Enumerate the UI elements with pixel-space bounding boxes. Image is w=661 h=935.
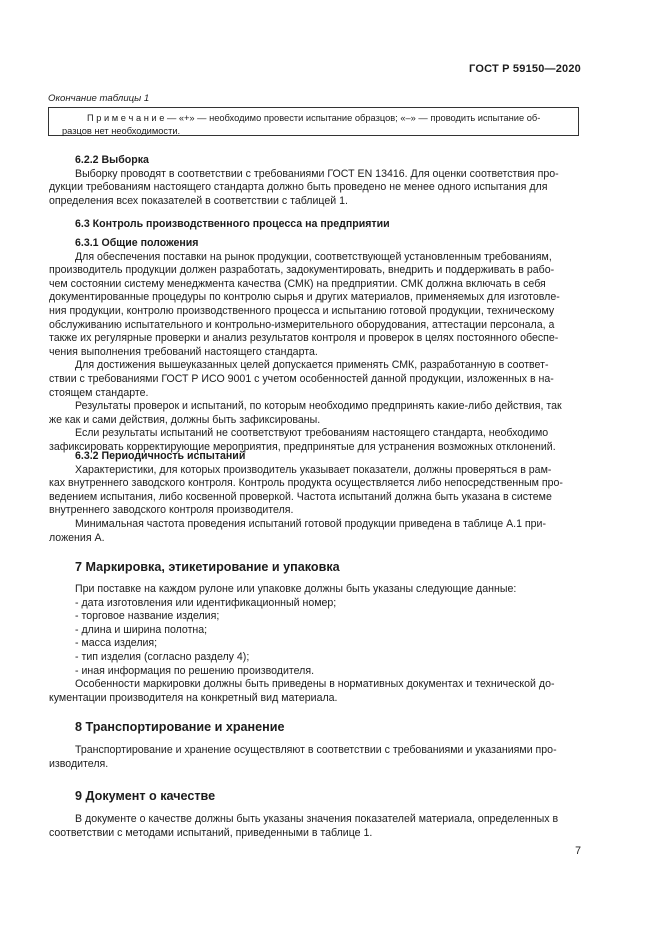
list-item: - длина и ширина полотна; [75, 623, 208, 636]
note-line-2: разцов нет необходимости. [62, 126, 181, 136]
section-9-body [49, 813, 580, 840]
section-6-3 [75, 218, 580, 232]
list-item: - тип изделия (согласно разделу 4); [75, 650, 250, 663]
heading-6-3: 6.3 Контроль производственного процесса на предприятии [75, 218, 390, 230]
heading-6-3-2: 6.3.2 Периодичность испытаний [75, 450, 246, 462]
list-item: - дата изготовления или идентификационный номер; [75, 596, 337, 609]
page-number: 7 [575, 845, 581, 857]
list-item: - иная информация по решению производителя. [75, 664, 315, 677]
table-end-label: Окончание таблицы 1 [48, 93, 150, 104]
list-item: - масса изделия; [75, 637, 158, 650]
section-9 [75, 788, 580, 804]
section-6-3-2 [49, 450, 580, 545]
list-item: - торговое название изделия; [75, 610, 220, 623]
section-7-body: При поставке на каждом рулоне или упаковке должны быть указаны следующие данные: - дата изготовления или идентификационный номер; - торговое название изделия; - длина и ширина полотна; - масса изделия; - тип изделия (согласно разделу 4); - иная информация по решению производителя. Особенности маркировки должны быть приведены в нормативных документах и технической до- кументации производителя на конкретный вид материала. [75, 583, 580, 705]
section-8-body [49, 744, 580, 771]
heading-7: 7 Маркировка, этикетирование и упаковка [75, 560, 340, 574]
table-note [48, 107, 579, 136]
heading-6-2-2: 6.2.2 Выборка [75, 154, 149, 166]
heading-8: 8 Транспортирование и хранение [75, 720, 285, 734]
paragraph: Выборку проводят в соответствии с требованиями ГОСТ EN 13416. Для оценки соответствия про- дукции требованиям настоящего стандарта должно быть проведено не менее одного испытания для определения всех показателей в соответствии с таблицей 1. [49, 167, 559, 207]
paragraph: Для обеспечения поставки на рынок продукции, соответствующей установленным требованиям, производитель продукции должен разработать, задокументировать, внедрить и поддерживать в рабо- чем состоянии систему менеджмента качества (СМК) на предприятии. СМК должна включать в себя документированные процедуры по контролю сырья и других материалов, применяемых для изготовле- ния продукции, контролю производственного процесса и испытанию готовой продукции, техническому обслуживанию испытательного и контрольно-измерительного оборудования, аттестации персонала, а также их регулярные проверки и анализ результатов контроля и проверок в целях постоянного обеспе- чения выполнения требований настоящего стандарта. Для достижения вышеуказанных целей допускается применять СМК, разработанную в соответ- ствии с требованиями ГОСТ Р ИСО 9001 с учетом особенностей данной продукции, изложенных в на- стоящем стандарте. Результаты проверок и испытаний, по которым необходимо предпринять какие-либо действия, так же как и сами действия, должны быть зафиксированы. Если результаты испытаний не соответствуют требованиям настоящего стандарта, необходимо зафиксировать корректирующие мероприятия, предпринятые для устранения возможных отклонений. [49, 250, 562, 453]
section-8 [75, 719, 580, 735]
paragraph: Особенности маркировки должны быть приведены в нормативных документах и технической до- кументации производителя на конкретный вид материала. [49, 678, 555, 704]
marking-list [75, 597, 580, 679]
section-6-3-1 [49, 237, 580, 455]
section-7 [75, 559, 580, 575]
standard-code: ГОСТ Р 59150—2020 [469, 63, 581, 75]
section-6-2-2 [49, 154, 580, 208]
paragraph: Транспортирование и хранение осуществляют в соответствии с требованиями и указаниями про- изводителя. [49, 744, 557, 770]
heading-6-3-1: 6.3.1 Общие положения [75, 237, 199, 249]
paragraph: В документе о качестве должны быть указаны значения показателей материала, определенных в соответствии с методами испытаний, приведенными в таблице 1. [49, 813, 559, 839]
note-line-1: П р и м е ч а н и е — «+» — необходимо провести испытание образцов; «–» — проводить испытание об- [87, 113, 541, 123]
paragraph: Характеристики, для которых производитель указывает показатели, должны проверяться в рам- ках внутреннего заводского контроля. Контроль продукта осуществляется либо непосредственным про- ведением испытания, либо косвенной проверкой. Частота испытаний должна быть указана в системе внутреннего заводского контроля производителя. Минимальная частота проведения испытаний готовой продукции приведена в таблице А.1 при- ложения А. [49, 463, 563, 544]
heading-9: 9 Документ о качестве [75, 789, 216, 803]
